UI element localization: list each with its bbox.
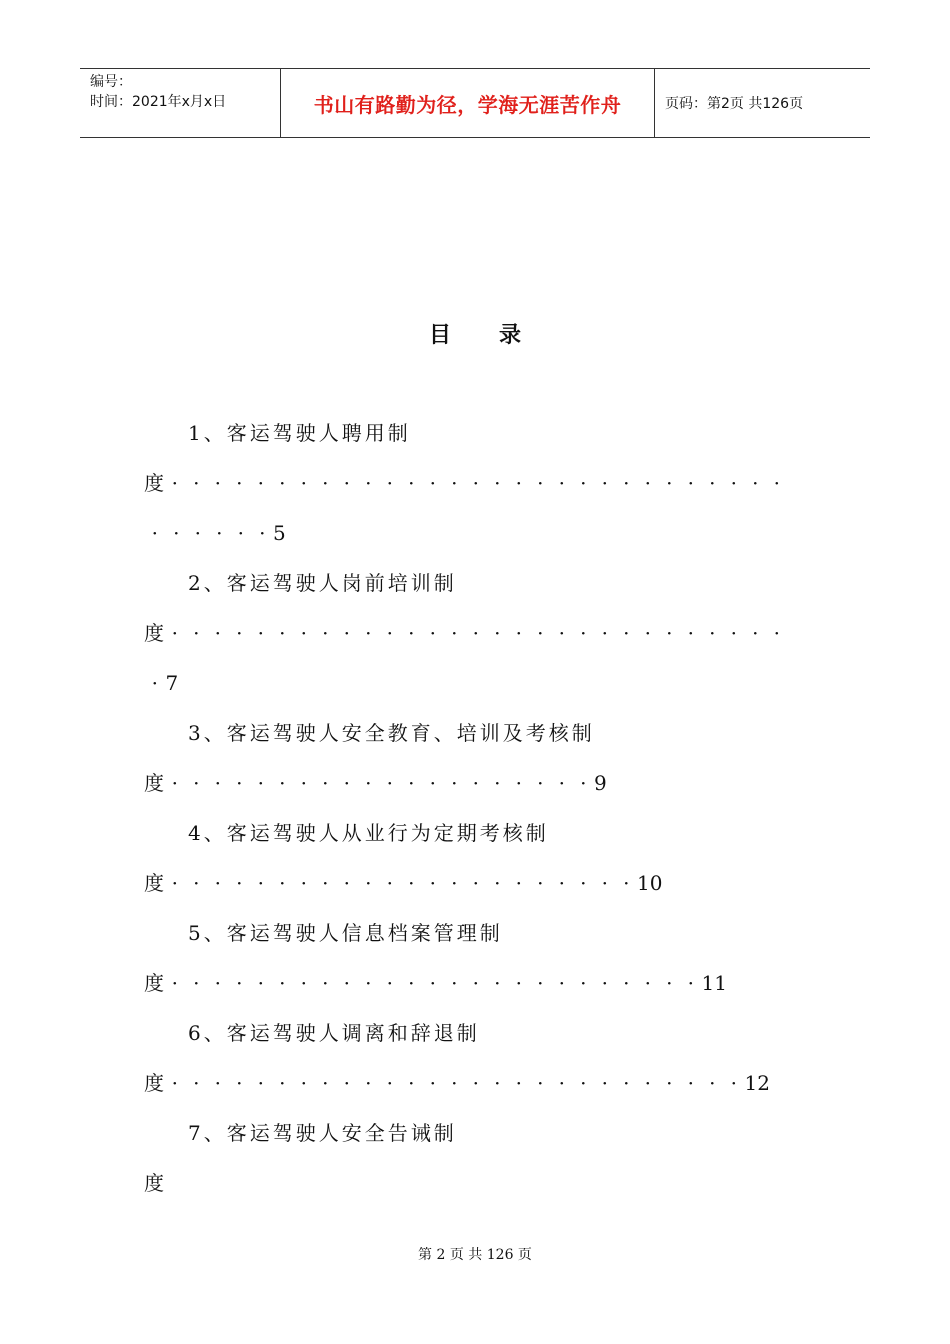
document-number-label: 编号：	[90, 74, 132, 90]
header-meta	[80, 69, 281, 137]
toc-entry-5-title[interactable]: 5、客运驾驶人信息档案管理制	[188, 921, 503, 945]
toc-entry-1-title[interactable]: 1、客运驾驶人聘用制	[188, 421, 411, 445]
header-page-info: 页码：第2页 共126页	[665, 96, 804, 112]
toc-title-char-1: 目	[428, 323, 451, 348]
toc-entry-2-page: · 7	[151, 671, 179, 695]
toc-entry-3-leader: 度 · · · · · · · · · · · · · · · · · · · · 9	[144, 771, 607, 795]
page-header	[80, 68, 870, 138]
toc-entry-7-leader: 度	[144, 1171, 164, 1195]
toc-entry-4-title[interactable]: 4、客运驾驶人从业行为定期考核制	[188, 821, 549, 845]
toc-entry-4-leader: 度 · · · · · · · · · · · · · · · · · · · · · · 10	[144, 871, 663, 895]
toc-entry-6-leader: 度 · · · · · · · · · · · · · · · · · · · · · · · · · · · 12	[144, 1071, 770, 1095]
header-motto: 书山有路勤为径，学海无涯苦作舟	[313, 92, 622, 117]
page-footer: 第 2 页 共 126 页	[418, 1247, 532, 1263]
toc-entry-1-page: · · · · · · 5	[151, 521, 286, 545]
toc-entry-5-leader: 度 · · · · · · · · · · · · · · · · · · · · · · · · · 11	[144, 971, 727, 995]
header-motto-cell	[281, 69, 655, 137]
toc-title	[0, 318, 950, 349]
document-date: 时间：2021年x月x日	[90, 94, 227, 110]
toc-entry-3-title[interactable]: 3、客运驾驶人安全教育、培训及考核制	[188, 721, 595, 745]
toc-entry-7-title[interactable]: 7、客运驾驶人安全告诫制	[188, 1121, 457, 1145]
header-page-info-cell	[655, 69, 870, 137]
toc-entry-6-title[interactable]: 6、客运驾驶人调离和辞退制	[188, 1021, 480, 1045]
toc-entry-2-title[interactable]: 2、客运驾驶人岗前培训制	[188, 571, 457, 595]
toc-entry-2-leader: 度 · · · · · · · · · · · · · · · · · · · · · · · · · · · · ·	[144, 621, 780, 645]
toc-entry-1-leader: 度 · · · · · · · · · · · · · · · · · · · · · · · · · · · · ·	[144, 471, 780, 495]
toc-title-char-2: 录	[499, 323, 522, 348]
